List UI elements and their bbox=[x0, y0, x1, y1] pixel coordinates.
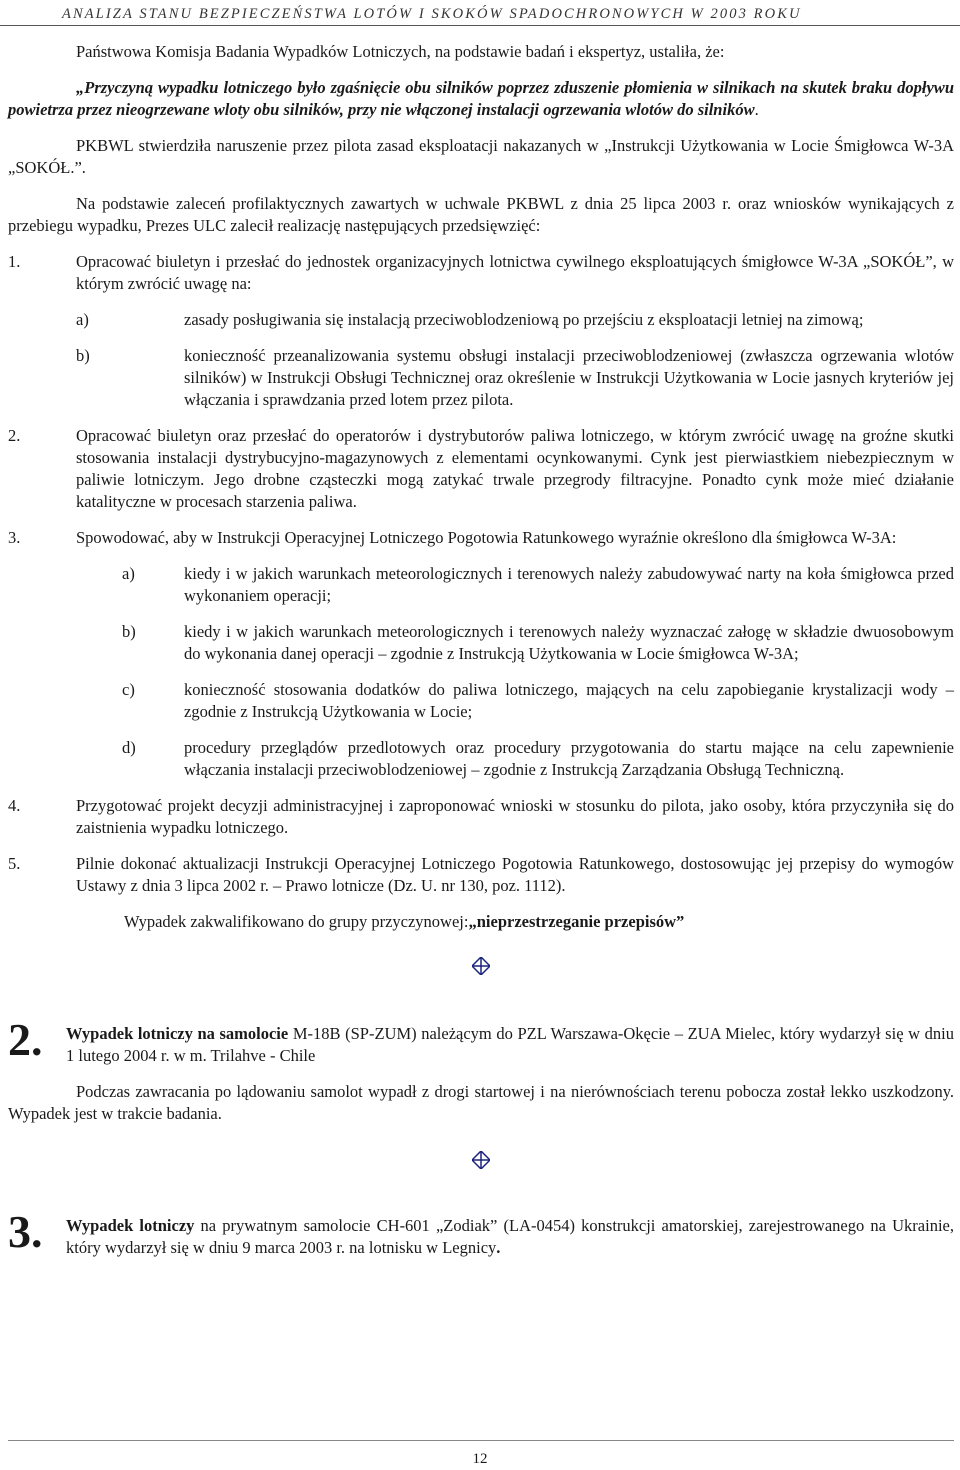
subitem-text: kiedy i w jakich warunkach meteorologicznych i terenowych należy zabudowywać narty na koła śmigłowca przed wykonaniem operacji; bbox=[184, 564, 954, 605]
recommendation-item-3 bbox=[8, 527, 954, 549]
qualification-value: „nieprzestrzeganie przepisów” bbox=[468, 912, 685, 931]
intro-paragraph: Państwowa Komisja Badania Wypadków Lotniczych, na podstawie badań i ekspertyz, ustaliła, że: bbox=[76, 42, 725, 61]
subitem-3b bbox=[8, 621, 954, 665]
item-number: 5. bbox=[8, 854, 21, 873]
section-3-heading bbox=[8, 1206, 954, 1259]
section-2-heading bbox=[8, 1014, 954, 1067]
item-number: 3. bbox=[8, 528, 21, 547]
item-text: Opracować biuletyn oraz przesłać do operatorów i dystrybutorów paliwa lotniczego, w którym zwrócić uwagę na groźne skutki stosowania instalacji dystrybucyjno-magazynowych z elementami ocynkowanymi. Cynk jest pierwiastkiem niebezpiecznym w paliwie lotniczym. Jego drobne cząsteczki mogą zatykać trwale przegrody filtracyjne. Ponadto cynk może mieć działanie katalityczne w procesach starzenia paliwa. bbox=[76, 426, 954, 511]
diamond-separator-icon bbox=[472, 957, 490, 975]
qualification-prefix: Wypadek zakwalifikowano do grupy przyczynowej: bbox=[124, 912, 469, 931]
page-number: 12 bbox=[472, 1451, 488, 1467]
recommendation-item-2 bbox=[8, 425, 954, 513]
running-header-title: ANALIZA STANU BEZPIECZEŃSTWA LOTÓW I SKOKÓW SPADOCHRONOWYCH W 2003 ROKU bbox=[62, 6, 802, 22]
item-text: Opracować biuletyn i przesłać do jednostek organizacyjnych lotnictwa cywilnego eksploatujących śmigłowce W-3A „SOKÓŁ”, w którym zwrócić uwagę na: bbox=[76, 252, 954, 293]
section-lead: Wypadek lotniczy bbox=[66, 1216, 195, 1235]
cause-paragraph bbox=[8, 77, 954, 121]
subitem-letter: a) bbox=[76, 310, 89, 329]
section-2-body: Podczas zawracania po lądowaniu samolot wypadł z drogi startowej i na nierównościach terenu pobocza został lekko uszkodzony. Wypadek jest w trakcie badania. bbox=[8, 1082, 954, 1123]
subitem-3d bbox=[8, 737, 954, 781]
item-text: Przygotować projekt decyzji administracyjnej i zaproponować wnioski w stosunku do pilota, jako osoby, która przyczyniła się do zaistnienia wypadku lotniczego. bbox=[76, 796, 954, 837]
section-text: na prywatnym samolocie CH-601 „Zodiak” (LA-0454) konstrukcji amatorskiej, zarejestrowanego na Ukrainie, który wydarzył się w dniu 9 marca 2003 r. na lotnisku w Legnicy bbox=[66, 1216, 954, 1257]
cause-end: . bbox=[754, 100, 759, 119]
recommendation-item-5 bbox=[8, 853, 954, 897]
subitem-text: konieczność stosowania dodatków do paliwa lotniczego, mających na celu zapobieganie krystalizacji wody – zgodnie z Instrukcją Użytkowania w Locie; bbox=[184, 680, 954, 721]
item-number: 4. bbox=[8, 796, 21, 815]
cause-text: „Przyczyną wypadku lotniczego było zgaśnięcie obu silników poprzez zduszenie płomienia w silnikach na skutek braku dopływu powietrza przez nieogrzewane wloty obu silników, przy nie włączonej instalacji ogrzewania wlotów do silników bbox=[8, 78, 954, 119]
qualification-line bbox=[8, 911, 954, 933]
item-number: 2. bbox=[8, 426, 21, 445]
page-content bbox=[8, 41, 954, 1259]
subitem-text: procedury przeglądów przedlotowych oraz procedury przygotowania do startu mające na celu zapewnienie włączania instalacji przeciwoblodzeniowej – zgodnie z Instrukcją Zarządzania Obsługą Techniczną. bbox=[184, 738, 954, 779]
running-header bbox=[0, 1, 960, 26]
diamond-separator-icon bbox=[472, 1151, 490, 1169]
violation-paragraph: PKBWL stwierdziła naruszenie przez pilota zasad eksploatacji nakazanych w „Instrukcji Użytkowania w Locie Śmigłowca W-3A „SOKÓŁ.”. bbox=[8, 136, 954, 177]
item-text: Spowodować, aby w Instrukcji Operacyjnej Lotniczego Pogotowia Ratunkowego wyraźnie określono dla śmigłowca W-3A: bbox=[76, 528, 897, 547]
recommendation-item-4 bbox=[8, 795, 954, 839]
recommendation-item-1 bbox=[8, 251, 954, 295]
subitem-1b bbox=[76, 345, 954, 411]
subitem-letter: c) bbox=[122, 680, 135, 699]
subitem-text: konieczność przeanalizowania systemu obsługi instalacji przeciwoblodzeniowej (zwłaszcza ogrzewania wlotów silników) w Instrukcji Obsługi Technicznej oraz określenie w Instrukcji Użytkowania w Locie jasnych kryteriów jej włączania i sprawdzania przed lotem przez pilota. bbox=[184, 346, 954, 409]
subitem-text: kiedy i w jakich warunkach meteorologicznych i terenowych należy wyznaczać załogę w składzie dwuosobowym do wykonania danej operacji – zgodnie z Instrukcją Użytkowania w Locie śmigłowca W-3A; bbox=[184, 622, 954, 663]
recommendation-list bbox=[8, 251, 954, 897]
section-number: 2. bbox=[8, 1014, 43, 1065]
subitem-letter: b) bbox=[122, 622, 136, 641]
subitem-text: zasady posługiwania się instalacją przeciwoblodzeniową po przejściu z eksploatacji letniej na zimową; bbox=[184, 310, 864, 329]
item-text: Pilnie dokonać aktualizacji Instrukcji Operacyjnej Lotniczego Pogotowia Ratunkowego, dostosowując jej przepisy do wymogów Ustawy z dnia 3 lipca 2002 r. – Prawo lotnicze (Dz. U. nr 130, poz. 1112). bbox=[76, 854, 954, 895]
subitem-letter: d) bbox=[122, 738, 136, 757]
subitem-3a bbox=[8, 563, 954, 607]
diamond-separator-icon bbox=[472, 957, 490, 975]
recommendations-intro: Na podstawie zaleceń profilaktycznych zawartych w uchwale PKBWL z dnia 25 lipca 2003 r. oraz wniosków wynikających z przebiegu wypadku, Prezes ULC zalecił realizację następujących przedsięwzięć: bbox=[8, 194, 954, 235]
footer-rule bbox=[8, 1440, 954, 1441]
subitem-1a bbox=[76, 309, 954, 331]
subitem-3c bbox=[8, 679, 954, 723]
section-lead: Wypadek lotniczy na samolocie bbox=[66, 1024, 289, 1043]
section-end: . bbox=[496, 1238, 501, 1257]
section-number: 3. bbox=[8, 1206, 43, 1257]
section-text: M-18B (SP-ZUM) należącym do PZL Warszawa-Okęcie – ZUA Mielec, który wydarzył się w dniu 1 lutego 2004 r. w m. Trilahve - Chile bbox=[66, 1024, 954, 1065]
diamond-separator-icon bbox=[472, 1151, 490, 1169]
subitem-letter: b) bbox=[76, 346, 90, 365]
subitem-letter: a) bbox=[122, 564, 135, 583]
item-number: 1. bbox=[8, 252, 21, 271]
